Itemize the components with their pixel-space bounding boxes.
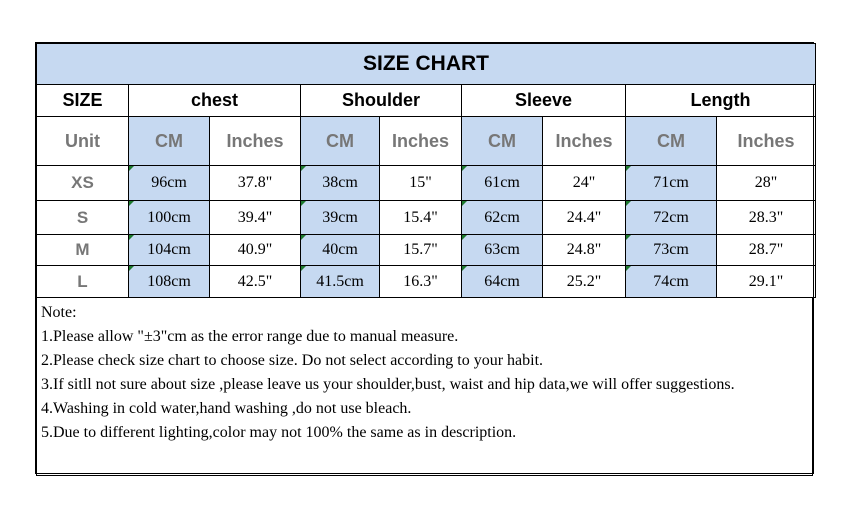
table-cell: 39.4" [210,201,301,235]
unit-cell: CM [626,117,717,166]
table-cell: 74cm [626,266,717,298]
table-row [37,166,816,201]
shoulder-header: Shoulder [301,85,462,117]
notes-heading: Note: [41,304,77,321]
unit-label: Unit [37,117,129,166]
table-cell: 39cm [301,201,380,235]
table-row [37,201,816,235]
table-cell: 71cm [626,166,717,201]
unit-cell: Inches [380,117,462,166]
table-cell: 63cm [462,235,543,266]
unit-cell: Inches [717,117,816,166]
note-item: 4.Washing in cold water,hand washing ,do not use bleach. [41,400,412,417]
note-item: 3.If sitll not sure about size ,please leave us your shoulder,bust, waist and hip data,we will offer suggestions. [41,376,735,393]
unit-cell: CM [462,117,543,166]
table-cell: 28.3" [717,201,816,235]
table-cell: 96cm [129,166,210,201]
table-cell: 24" [543,166,626,201]
note-item: 1.Please allow "±3"cm as the error range due to manual measure. [41,328,459,345]
note-item: 2.Please check size chart to choose size. Do not select according to your habit. [41,352,544,369]
unit-cell: Inches [543,117,626,166]
table-cell: 29.1" [717,266,816,298]
table-cell: 62cm [462,201,543,235]
table-cell: 15.4" [380,201,462,235]
size-label: L [37,266,129,298]
notes-section [36,298,813,476]
unit-cell: Inches [210,117,301,166]
unit-cell: CM [301,117,380,166]
header-row [37,85,816,117]
table-cell: 64cm [462,266,543,298]
note-item: 5.Due to different lighting,color may not 100% the same as in description. [41,424,517,441]
table-cell: 24.8" [543,235,626,266]
table-cell: 15" [380,166,462,201]
table-cell: 24.4" [543,201,626,235]
size-label: XS [37,166,129,201]
table-cell: 15.7" [380,235,462,266]
table-cell: 104cm [129,235,210,266]
table-cell: 72cm [626,201,717,235]
table-row [37,235,816,266]
chest-header: chest [129,85,301,117]
table-cell: 100cm [129,201,210,235]
table-row [37,266,816,298]
size-header: SIZE [37,85,129,117]
length-header: Length [626,85,816,117]
size-chart [35,42,814,474]
table-cell: 108cm [129,266,210,298]
sleeve-header: Sleeve [462,85,626,117]
table-cell: 37.8" [210,166,301,201]
table-cell: 25.2" [543,266,626,298]
table-cell: 28.7" [717,235,816,266]
table-cell: 73cm [626,235,717,266]
table-cell: 28" [717,166,816,201]
size-label: S [37,201,129,235]
size-label: M [37,235,129,266]
table-cell: 42.5" [210,266,301,298]
unit-cell: CM [129,117,210,166]
unit-row [37,117,816,166]
table-cell: 16.3" [380,266,462,298]
table-cell: 40.9" [210,235,301,266]
table-cell: 61cm [462,166,543,201]
table-cell: 38cm [301,166,380,201]
table-cell: 40cm [301,235,380,266]
size-table [36,43,816,298]
chart-title: SIZE CHART [37,44,816,85]
table-cell: 41.5cm [301,266,380,298]
